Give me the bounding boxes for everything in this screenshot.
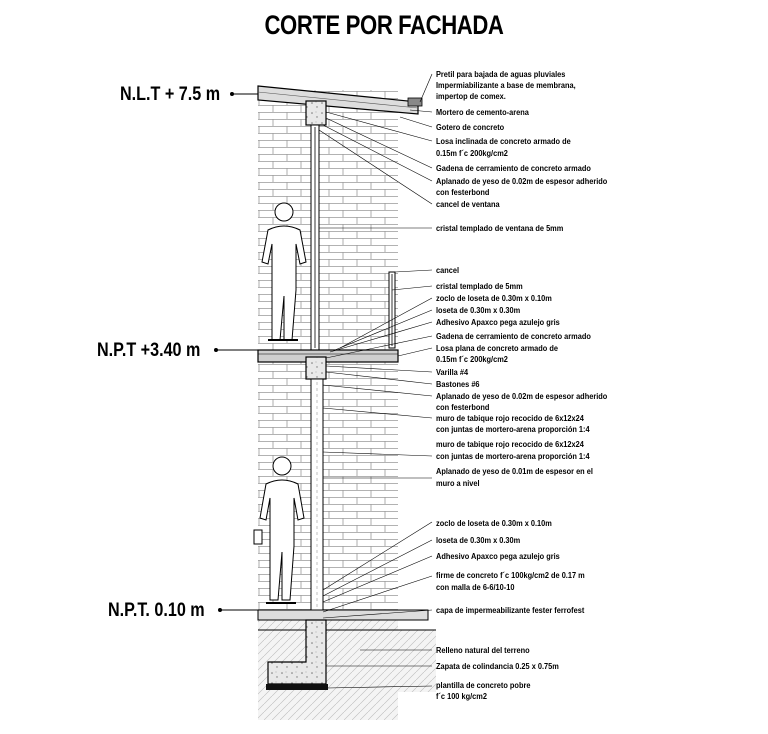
note-mortero: Mortero de cemento-arena xyxy=(436,107,529,117)
note-aplanado-2: Aplanado de yeso de 0.02m de espesor adherido xyxy=(436,391,608,401)
note-muro-2b: con juntas de mortero-arena proporción 1:4 xyxy=(436,451,590,461)
note-zoclo-2: zoclo de loseta de 0.30m x 0.10m xyxy=(436,518,552,528)
note-aplanado-3: Aplanado de yeso de 0.01m de espesor en el xyxy=(436,466,593,476)
note-gadena-2: Gadena de cerramiento de concreto armado xyxy=(436,331,591,341)
level-nlt: N.L.T + 7.5 m xyxy=(120,84,221,105)
note-relleno: Relleno natural del terreno xyxy=(436,645,530,655)
note-adhesivo-1: Adhesivo Apaxco pega azulejo gris xyxy=(436,317,560,327)
note-bastones: Bastones #6 xyxy=(436,379,480,389)
note-losa-inclinada-2: 0.15m f´c 200kg/cm2 xyxy=(436,148,508,158)
note-zoclo-1: zoclo de loseta de 0.30m x 0.10m xyxy=(436,293,552,303)
note-firme-2: con malla de 6-6/10-10 xyxy=(436,582,515,592)
note-muro-1: muro de tabique rojo recocido de 6x12x24 xyxy=(436,413,584,423)
note-cancel-ventana: cancel de ventana xyxy=(436,199,500,209)
level-npt-lower: N.P.T. 0.10 m xyxy=(108,600,205,621)
floor-slab xyxy=(258,350,398,362)
note-aplanado-3b: muro a nivel xyxy=(436,478,480,488)
note-impermeabilizante: Impermiabilizante a base de membrana, xyxy=(436,80,576,90)
note-losa-plana: Losa plana de concreto armado de xyxy=(436,343,558,353)
roof-beam xyxy=(306,101,326,125)
note-pretil: Pretil para bajada de aguas pluviales xyxy=(436,69,566,79)
note-firme: firme de concreto f´c 100kg/cm2 de 0.17 m xyxy=(436,570,585,580)
note-aplanado-2b: con festerbond xyxy=(436,402,490,412)
level-npt-upper: N.P.T +3.40 m xyxy=(97,340,201,361)
ground-slab xyxy=(258,610,428,620)
note-plantilla: plantilla de concreto pobre xyxy=(436,680,531,690)
lean-concrete xyxy=(266,684,328,690)
level-markers xyxy=(215,93,259,612)
drawing-title: CORTE POR FACHADA xyxy=(264,10,504,40)
note-zapata: Zapata de colindancia 0.25 x 0.75m xyxy=(436,661,559,671)
note-gadena-1: Gadena de cerramiento de concreto armado xyxy=(436,163,591,173)
note-cancel: cancel xyxy=(436,265,460,275)
note-plantilla-2: f´c 100 kg/cm2 xyxy=(436,691,487,701)
note-losa-inclinada: Losa inclinada de concreto armado de xyxy=(436,136,571,146)
note-muro-1b: con juntas de mortero-arena proporción 1:4 xyxy=(436,424,590,434)
note-loseta-1: loseta de 0.30m x 0.30m xyxy=(436,305,521,315)
note-aplanado-1: Aplanado de yeso de 0.02m de espesor adherido xyxy=(436,176,608,186)
note-impermeabilizante-fester: capa de impermeabilizante fester ferrofest xyxy=(436,605,585,615)
note-impertop: impertop de comex. xyxy=(436,91,506,101)
ground-fill-right xyxy=(324,630,436,692)
note-aplanado-1b: con festerbond xyxy=(436,187,490,197)
note-gotero: Gotero de concreto xyxy=(436,122,505,132)
note-cristal: cristal templado de 5mm xyxy=(436,281,523,291)
note-losa-plana-2: 0.15m f´c 200kg/cm2 xyxy=(436,354,508,364)
note-loseta-2: loseta de 0.30m x 0.30m xyxy=(436,535,521,545)
note-varilla: Varilla #4 xyxy=(436,367,469,377)
note-adhesivo-2: Adhesivo Apaxco pega azulejo gris xyxy=(436,551,560,561)
parapet xyxy=(408,98,422,106)
note-muro-2: muro de tabique rojo recocido de 6x12x24 xyxy=(436,439,584,449)
note-cristal-ventana: cristal templado de ventana de 5mm xyxy=(436,223,564,233)
slab-beam xyxy=(306,357,326,379)
